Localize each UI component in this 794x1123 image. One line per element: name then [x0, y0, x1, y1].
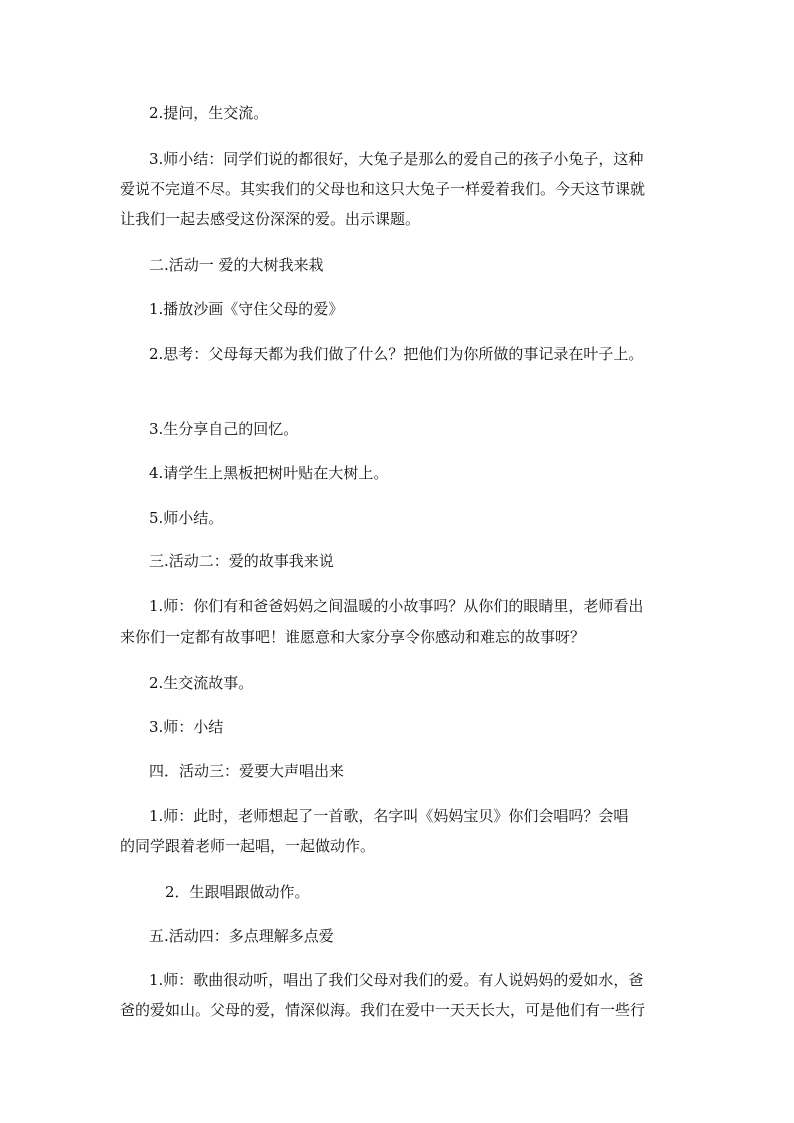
paragraph-line: 来你们一定都有故事吧！谁愿意和大家分享令你感动和难忘的故事呀？ — [120, 628, 586, 646]
section-heading: 二.活动一 爱的大树我来栽 — [149, 256, 324, 274]
paragraph-line: 2．生跟唱跟做动作。 — [165, 883, 310, 901]
paragraph-line: 爸的爱如山。父母的爱，情深似海。我们在爱中一天天长大，可是他们有一些行 — [120, 1001, 646, 1019]
paragraph-line: 2.生交流故事。 — [149, 674, 254, 692]
paragraph-line: 5.师小结。 — [149, 509, 224, 527]
section-heading: 五.活动四：多点理解多点爱 — [149, 927, 334, 945]
paragraph-line: 的同学跟着老师一起唱，一起做动作。 — [120, 837, 376, 855]
paragraph-line: 让我们一起去感受这份深深的爱。出示课题。 — [120, 210, 421, 228]
paragraph-line: 3.生分享自己的回忆。 — [149, 420, 299, 438]
paragraph-line: 3.师：小结 — [149, 718, 224, 736]
paragraph-line: 1.师：歌曲很动听，唱出了我们父母对我们的爱。有人说妈妈的爱如水，爸 — [149, 971, 644, 989]
paragraph-line: 4.请学生上黑板把树叶贴在大树上。 — [149, 464, 389, 482]
paragraph-line: 2.思考：父母每天都为我们做了什么？把他们为你所做的事记录在叶子上。 — [149, 345, 644, 363]
paragraph-line: 爱说不完道不尽。其实我们的父母也和这只大兔子一样爱着我们。今天这节课就 — [120, 180, 646, 198]
paragraph-line: 1.师：你们有和爸爸妈妈之间温暖的小故事吗？从你们的眼睛里，老师看出 — [149, 597, 644, 615]
section-heading: 四．活动三：爱要大声唱出来 — [149, 762, 345, 780]
paragraph-line: 1.师：此时，老师想起了一首歌，名字叫《妈妈宝贝》你们会唱吗？会唱 — [149, 807, 629, 825]
paragraph-line: 1.播放沙画《守住父母的爱》 — [149, 300, 344, 318]
paragraph-line: 3.师小结：同学们说的都很好，大兔子是那么的爱自己的孩子小兔子，这种 — [149, 150, 644, 168]
section-heading: 三.活动二：爱的故事我来说 — [149, 552, 334, 570]
paragraph-line: 2.提问，生交流。 — [149, 104, 269, 122]
